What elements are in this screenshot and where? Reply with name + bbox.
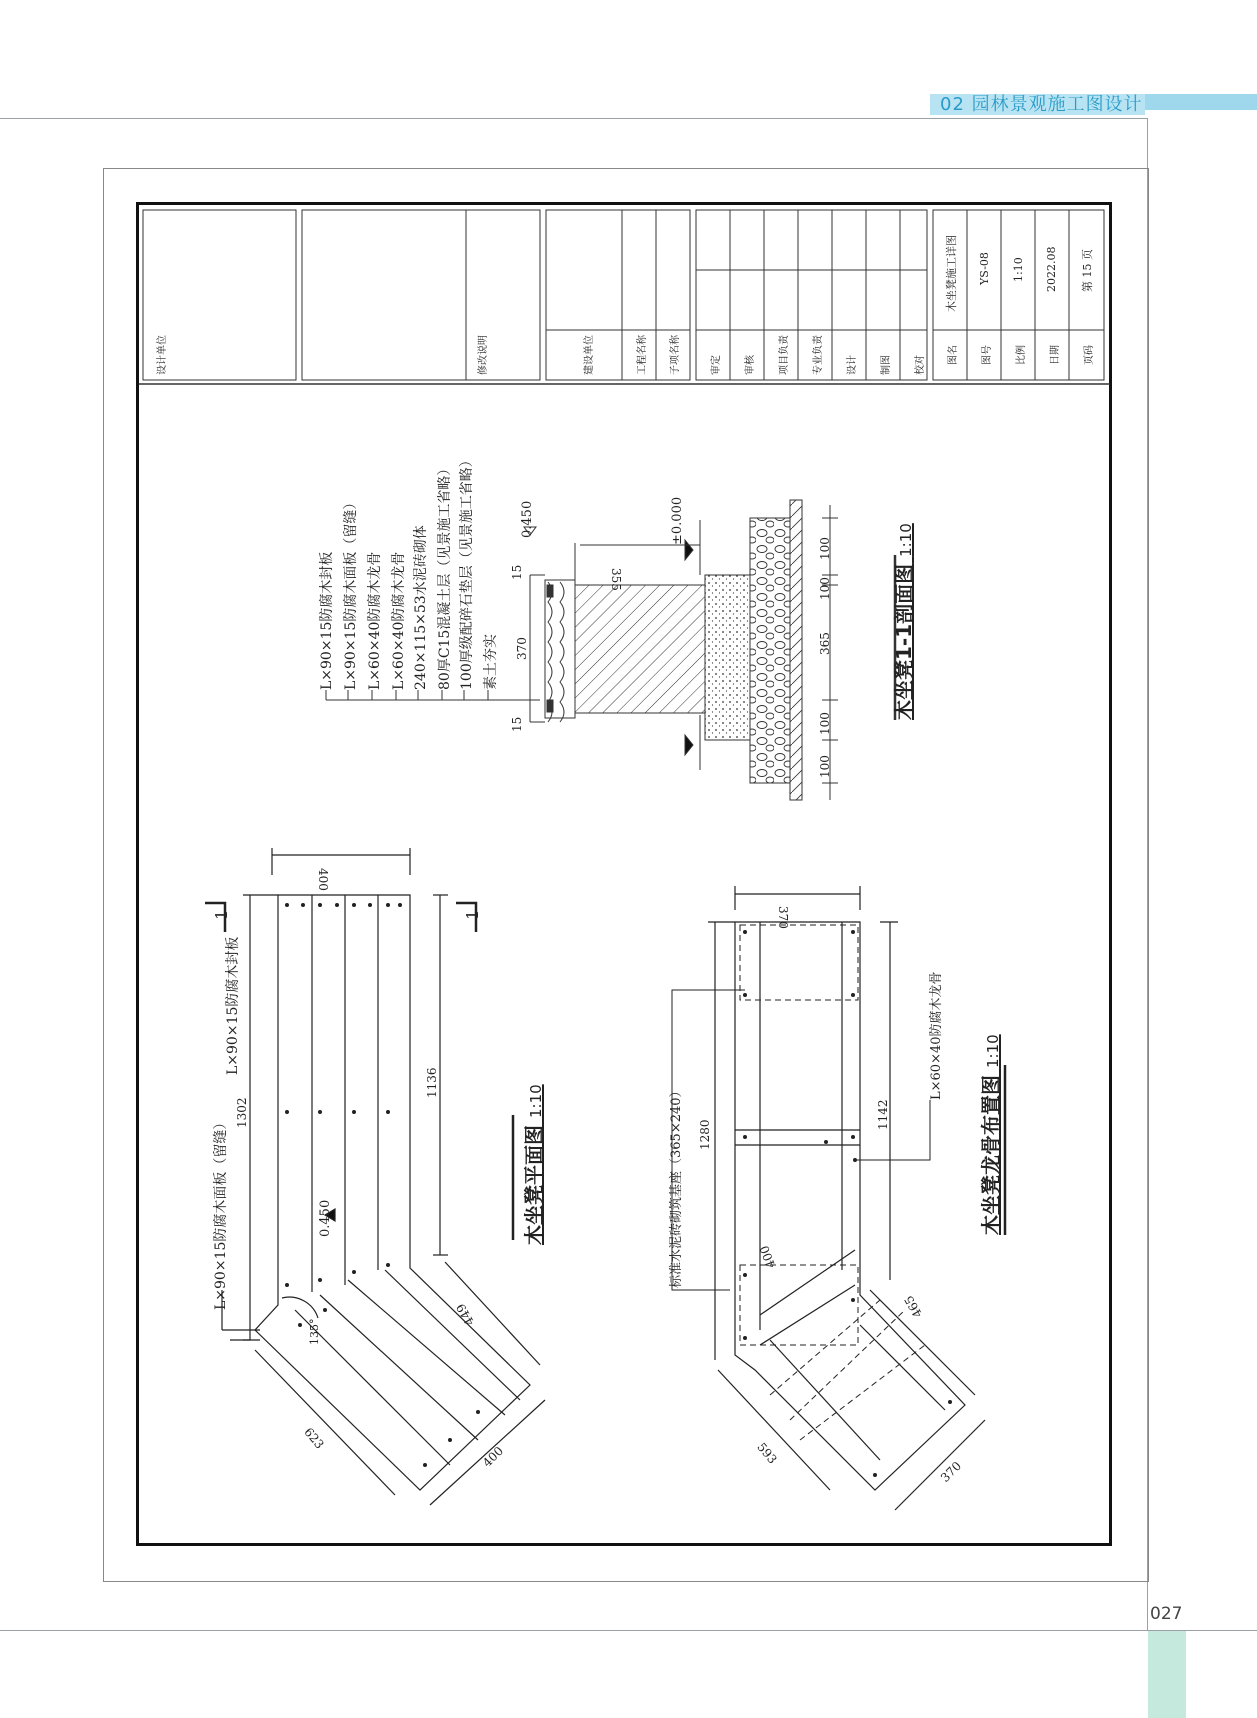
construction-unit-label: 建设单位 — [584, 335, 595, 375]
section-layer-label: 素土夯实 — [483, 634, 499, 690]
info-label-page: 页码 — [1084, 345, 1095, 365]
project-name-label: 工程名称 — [637, 335, 648, 375]
section-dim: 365 — [818, 632, 832, 655]
section-dim: 15 — [510, 716, 524, 732]
section-dim: 15 — [510, 564, 524, 580]
frame-dim: 1142 — [876, 1099, 890, 1130]
plan-dim: 1302 — [235, 1097, 249, 1128]
section-elevation-top: 0.450 — [520, 500, 535, 538]
frame-dim: 1280 — [698, 1119, 712, 1150]
info-label-date: 日期 — [1050, 345, 1061, 365]
section-layer-label: L×60×40防腐木龙骨 — [391, 551, 407, 690]
plan-dim: 400 — [316, 868, 330, 891]
role-discipline-lead: 专业负责 — [813, 335, 824, 375]
section-layer-label: L×90×15防腐木面板（留缝） — [343, 495, 359, 690]
frame-dim: 400 — [757, 1243, 779, 1270]
plan-title: 木坐凳平面图 1:10 — [522, 1084, 546, 1245]
section-layer-label: 240×115×53水泥砖砌体 — [413, 525, 429, 690]
role-check: 校对 — [915, 355, 926, 375]
info-label-scale: 比例 — [1016, 345, 1027, 365]
section-dim: 100 — [818, 537, 832, 560]
info-value-number: YS-08 — [978, 252, 991, 285]
plan-dim: 1136 — [425, 1067, 439, 1098]
frame-dim: 370 — [938, 1458, 965, 1485]
info-value-scale: 1:10 — [1012, 257, 1025, 282]
role-design: 设计 — [847, 355, 858, 375]
frame-title: 木坐凳龙骨布置图 1:10 — [979, 1034, 1003, 1235]
section-layer-label: 80厚C15混凝土层（见景施工省略） — [437, 461, 453, 690]
section-dim: 100 — [818, 755, 832, 778]
plan-angle: 135° — [308, 1318, 321, 1345]
sub-project-label: 子项名称 — [670, 335, 681, 375]
info-value-page: 第 15 页 — [1081, 249, 1094, 292]
frame-dim: 370 — [776, 906, 790, 929]
info-value-title: 木坐凳施工详图 — [945, 235, 958, 312]
plan-elevation: 0.450 — [318, 1199, 333, 1237]
plan-section-mark: 1 — [463, 909, 482, 920]
plan-dim: 449 — [453, 1301, 478, 1328]
section-dim-width: 355 — [609, 568, 623, 591]
role-drafting: 制图 — [881, 355, 892, 375]
plan-dim: 623 — [301, 1425, 327, 1452]
info-label-title: 图名 — [948, 345, 959, 365]
section-elevation-ground: ±0.000 — [670, 496, 685, 545]
frame-dim: 593 — [754, 1440, 780, 1467]
section-layer-label: L×90×15防腐木封板 — [319, 551, 335, 690]
revision-note-label: 修改说明 — [478, 335, 489, 375]
role-review: 审核 — [745, 355, 756, 375]
plan-section-mark: 1 — [212, 909, 231, 920]
plan-label-edge: L×90×15防腐木封板 — [225, 936, 241, 1075]
role-approve: 审定 — [711, 355, 722, 375]
role-project-lead: 项目负责 — [779, 335, 790, 375]
info-label-number: 图号 — [982, 345, 993, 365]
plan-label-panel: L×90×15防腐木面板（留缝） — [213, 1115, 229, 1310]
info-value-date: 2022.08 — [1045, 246, 1058, 292]
plan-dim: 400 — [480, 1443, 507, 1470]
section-title: 木坐凳1-1剖面图 1:10 — [892, 523, 916, 720]
frame-label-joist: L×60×40防腐木龙骨 — [929, 971, 944, 1100]
section-dim: 370 — [515, 637, 529, 660]
section-layer-label: 100厚级配碎石垫层（见景施工省略） — [459, 453, 475, 690]
section-layer-label: L×60×40防腐木龙骨 — [367, 551, 383, 690]
frame-dim: 465 — [901, 1293, 926, 1320]
section-dim: 100 — [818, 712, 832, 735]
frame-label-base: 标准水泥砖砌筑基座（365×240） — [669, 1084, 684, 1288]
section-dim: 100 — [818, 577, 832, 600]
page-number: 027 — [1150, 1604, 1183, 1624]
design-unit-label: 设计单位 — [157, 335, 168, 375]
chapter-title: 02 园林景观施工图设计 — [940, 94, 1143, 115]
